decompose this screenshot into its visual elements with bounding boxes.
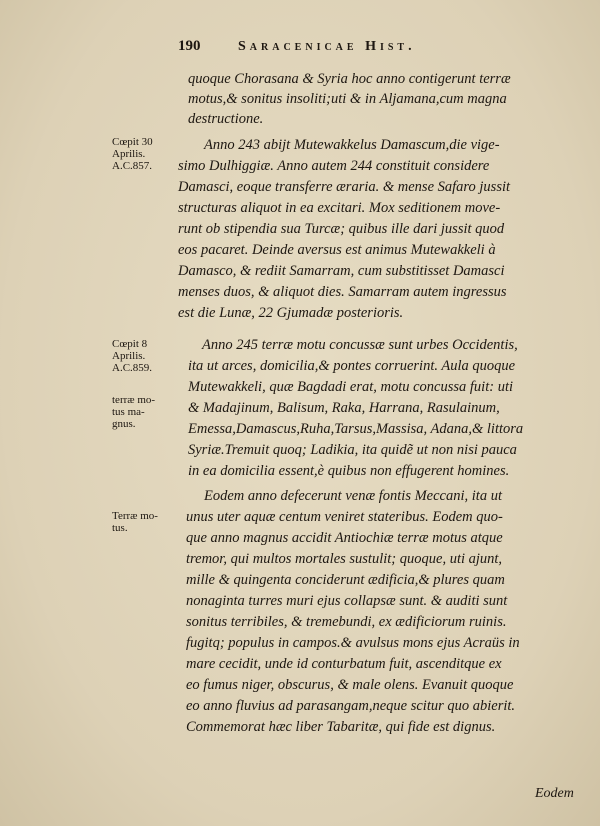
text-line: & Madajinum, Balisum, Raka, Harrana, Rasulainum, bbox=[188, 400, 500, 416]
running-title: Saracenicae Hist. bbox=[238, 39, 416, 54]
margin-note-date: Cœpit 30 Aprilis. A.C.857. bbox=[112, 136, 153, 172]
text-line: que anno magnus accidit Antiochiæ terræ motus atque bbox=[186, 530, 503, 546]
margin-note-date: Cœpit 8 Aprilis. A.C.859. bbox=[112, 338, 153, 374]
margin-note-subject: terræ mo- tus ma- gnus. bbox=[112, 394, 156, 430]
text-line: Emessa,Damascus,Ruha,Tarsus,Massisa, Adana,& littora bbox=[188, 421, 524, 437]
text-line: structuras aliquot in ea excitari. Mox seditionem move- bbox=[178, 200, 501, 216]
text-line: mare cecidit, unde id conturbatum fuit, ascenditque ex bbox=[186, 656, 502, 672]
text-line: Damasci, eoque transferre æraria. & mense Safaro jussit bbox=[178, 179, 511, 195]
text-line: sonitus terribiles, & tremebundi, ex ædificiorum ruinis. bbox=[186, 614, 507, 630]
text-line: tremor, qui multos mortales sustulit; quoque, uti ajunt, bbox=[186, 551, 503, 567]
text-line: eo anno fluvius ad parasangam,neque scitur quo abierit. bbox=[186, 698, 516, 714]
text-line: in ea domicilia essent,è quibus non effugerent homines. bbox=[188, 463, 510, 479]
text-line: quoque Chorasana & Syria hoc anno contigerunt terræ bbox=[188, 71, 511, 87]
text-line: simo Dulhiggiæ. Anno autem 244 constituit considere bbox=[178, 158, 490, 174]
text-line: fugitq; populus in campos.& avulsus mons ejus Acraüs in bbox=[186, 635, 520, 651]
text-line: unus uter aquæ centum veniret stateribus. Eodem quo- bbox=[186, 509, 503, 525]
text-line: Syriæ.Tremuit quoq; Ladikia, ita quidẽ ut non nisi pauca bbox=[188, 442, 517, 458]
text-line: eo fumus niger, obscurus, & male olens. Evanuit quoque bbox=[186, 677, 514, 693]
text-line: Anno 243 abijt Mutewakkelus Damascum,die vige- bbox=[204, 137, 500, 153]
text-line: Damasco, & rediit Samarram, cum substitisset Damasci bbox=[178, 263, 505, 279]
text-line: menses duos, & aliquot dies. Samarram autem ingressus bbox=[178, 284, 507, 300]
text-line: Mutewakkeli, quæ Bagdadi erat, motu concussa fuit: uti bbox=[188, 379, 513, 395]
text-line: est die Lunæ, 22 Gjumadæ posterioris. bbox=[178, 305, 404, 321]
page-number: 190 bbox=[178, 38, 201, 54]
catchword: Eodem bbox=[535, 786, 574, 801]
text-line: runt ob stipendia sua Turcæ; quibus ille dari jussit quod bbox=[178, 221, 505, 237]
text-line: Eodem anno defecerunt venæ fontis Meccani, ita ut bbox=[204, 488, 502, 504]
text-line: Commemorat hæc liber Tabaritæ, qui fide est dignus. bbox=[186, 719, 496, 735]
text-line: nonaginta turres muri ejus collapsæ sunt. & auditi sunt bbox=[186, 593, 508, 609]
text-line: eos pacaret. Deinde aversus est animus Mutewakkeli à bbox=[178, 242, 496, 258]
text-line: destructione. bbox=[188, 111, 264, 127]
text-line: Anno 245 terræ motu concussæ sunt urbes Occidentis, bbox=[202, 337, 518, 353]
text-line: ita ut arces, domicilia,& pontes corruerint. Aula quoque bbox=[188, 358, 516, 374]
text-line: motus,& sonitus insoliti;uti & in Aljamana,cum magna bbox=[188, 91, 507, 107]
margin-note-subject: Terræ mo- tus. bbox=[112, 510, 158, 534]
text-line: mille & quingenta conciderunt ædificia,& plures quam bbox=[186, 572, 505, 588]
